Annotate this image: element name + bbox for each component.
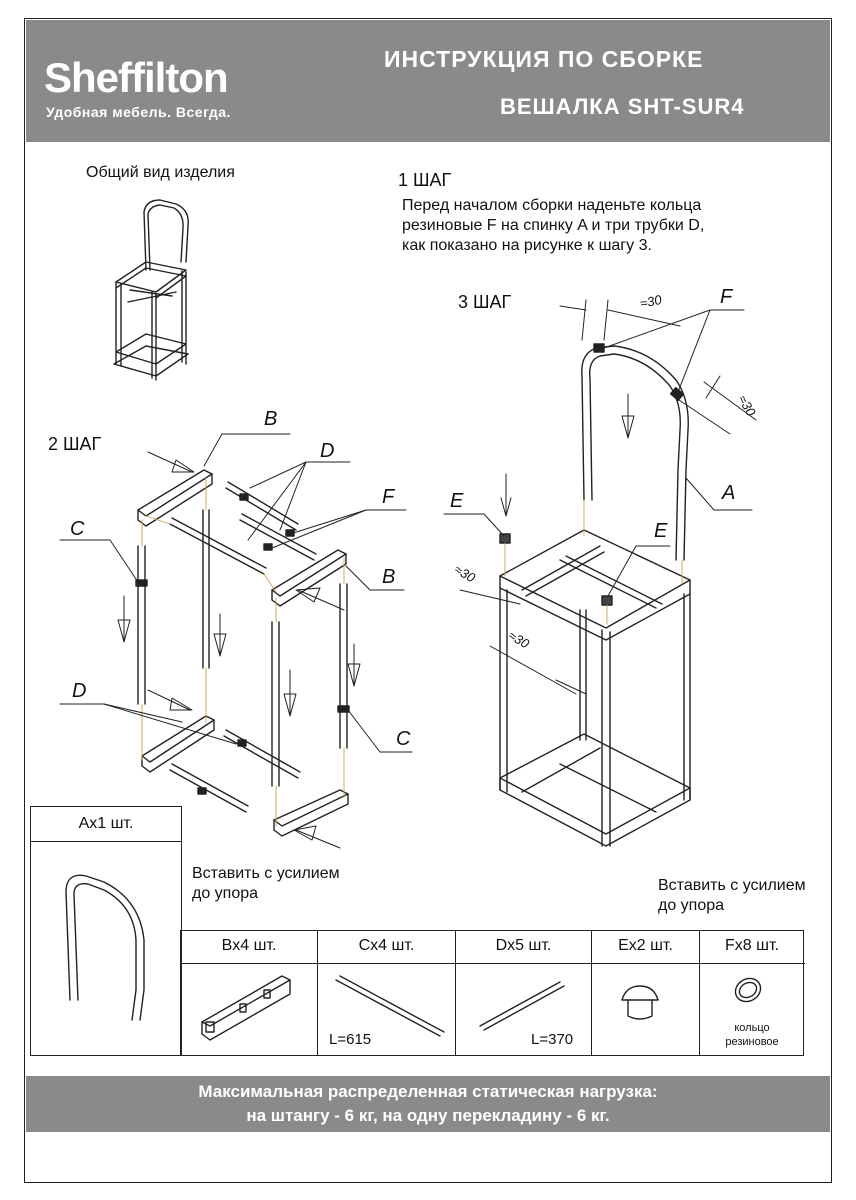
label-b-right: B: [382, 566, 396, 588]
label-c-right: C: [396, 728, 411, 750]
part-f-caption-1: кольцо: [734, 1022, 770, 1034]
label-a-step3: A: [722, 482, 736, 504]
part-d-title: Dx5 шт.: [495, 937, 552, 954]
step3-insert-note-1: Вставить с усилием: [658, 877, 806, 894]
product-name: ВЕШАЛКА SHT-SUR4: [500, 94, 745, 119]
label-e-right: E: [654, 520, 668, 542]
step2-label: 2 ШАГ: [48, 434, 102, 454]
part-c-length: L=615: [329, 1031, 372, 1048]
dim-label-3: ≈30: [451, 561, 478, 586]
label-d-bottom: D: [72, 680, 87, 702]
leader-lines: [60, 300, 756, 752]
part-d-length: L=370: [531, 1031, 574, 1048]
load-notice-line1: Максимальная распределенная статическая нагрузка:: [198, 1082, 658, 1101]
step3-guide-lines: [505, 500, 682, 624]
step1-text-line2: резиновые F на спинку A и три трубки D,: [402, 217, 705, 234]
step2-insert-note-1: Вставить с усилием: [192, 865, 340, 882]
overview-caption: Общий вид изделия: [86, 164, 235, 181]
step3-insert-note-2: до упора: [658, 897, 725, 914]
label-e-left: E: [450, 490, 464, 512]
step1-text-line3: как показано на рисунке к шагу 3.: [402, 237, 652, 254]
label-d-top: D: [320, 440, 335, 462]
step2-frame-drawing: [136, 470, 349, 836]
document-title: ИНСТРУКЦИЯ ПО СБОРКЕ: [384, 46, 704, 72]
label-f-step2: F: [382, 486, 395, 508]
step1-label: 1 ШАГ: [398, 170, 452, 190]
parts-table: [180, 930, 804, 1056]
brand-tagline: Удобная мебель. Всегда.: [46, 104, 231, 120]
step2-guide-lines: [142, 478, 344, 826]
brand-logo: Sheffilton: [44, 54, 228, 101]
load-notice: [26, 1076, 830, 1132]
dim-label-2: ≈30: [734, 392, 759, 419]
label-f-step3: F: [720, 286, 733, 308]
label-c-left: C: [70, 518, 85, 540]
part-f-caption-2: резиновое: [725, 1036, 779, 1048]
part-f-title: Fx8 шт.: [725, 937, 779, 954]
step3-rack-drawing: [500, 344, 690, 846]
part-a-title: Ax1 шт.: [31, 807, 181, 842]
part-e-title: Ex2 шт.: [618, 937, 673, 954]
step1-text-line1: Перед началом сборки наденьте кольца: [402, 197, 702, 214]
step3-label: 3 ШАГ: [458, 292, 512, 312]
overview-rack-drawing: [114, 200, 188, 380]
part-c-title: Cx4 шт.: [358, 937, 415, 954]
part-b-title: Bx4 шт.: [221, 937, 277, 954]
label-b-top: B: [264, 408, 278, 430]
part-a-box: [30, 806, 182, 1056]
step2-insert-note-2: до упора: [192, 885, 259, 902]
load-notice-line2: на штангу - 6 кг, на одну перекладину - 6 кг.: [246, 1106, 610, 1125]
dim-label-4: ≈30: [505, 627, 532, 652]
arrows: [118, 394, 634, 848]
dim-label-1: ≈30: [638, 291, 663, 312]
